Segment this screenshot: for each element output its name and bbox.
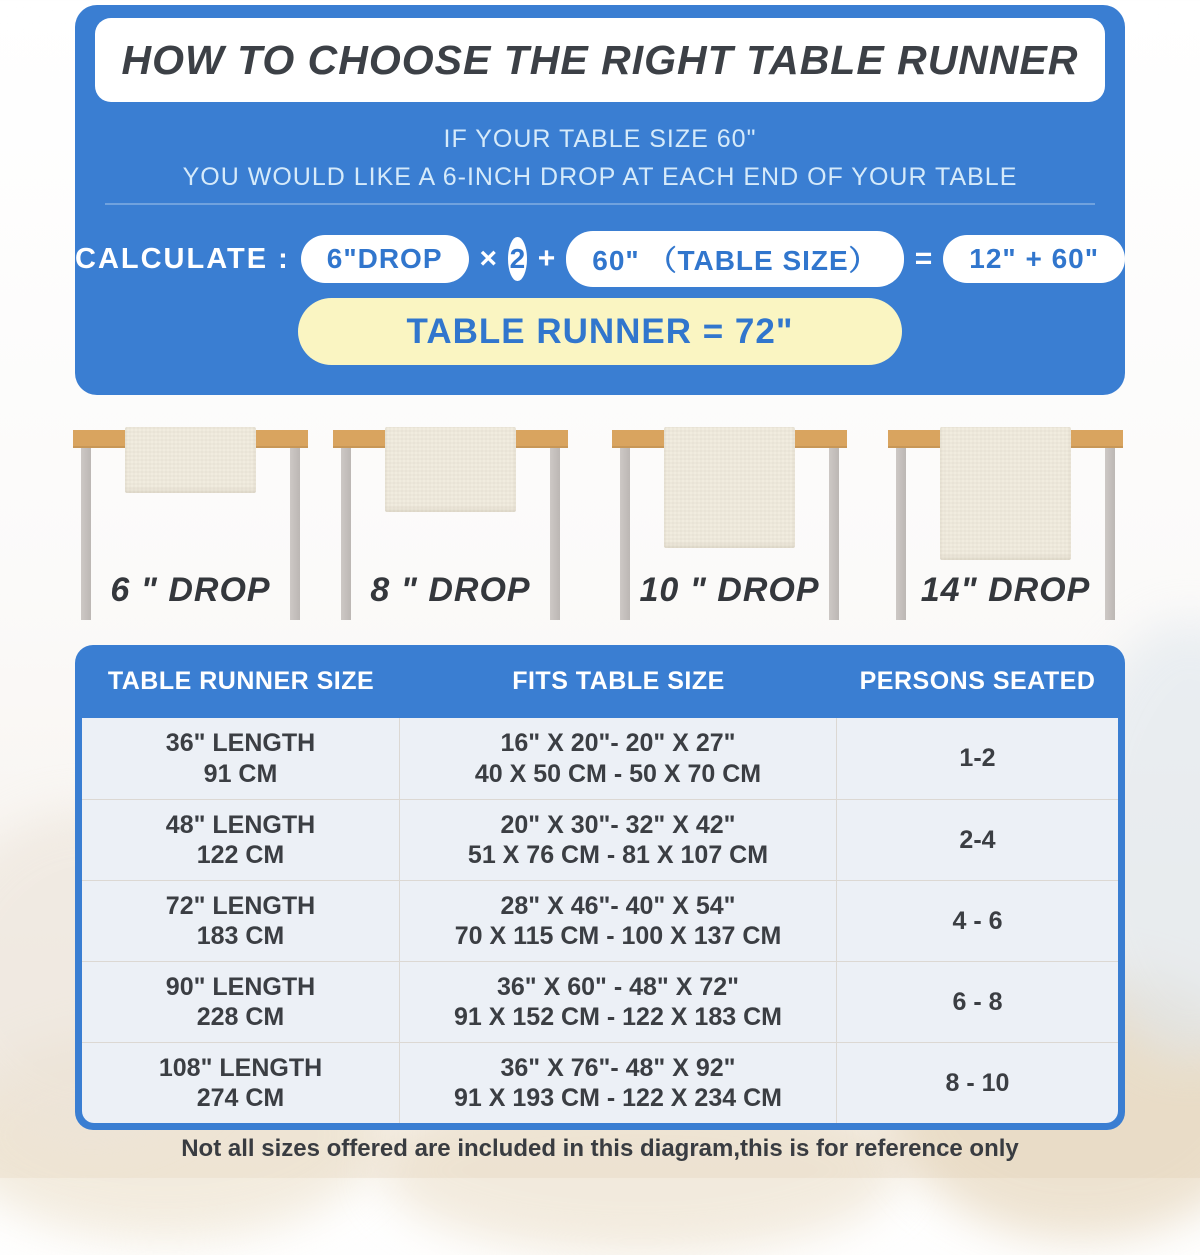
table-illustration [333,425,568,625]
runner-size-inches: 72" LENGTH [165,891,316,920]
runner-size-inches: 48" LENGTH [165,810,316,839]
final-result-text: TABLE RUNNER = 72" [406,311,794,351]
table-size-pill: 60" （TABLE SIZE） [566,231,903,287]
fits-size-inches: 36" X 76"- 48" X 92" [500,1053,736,1082]
runner-size-cell [82,881,400,961]
header-fits-table-size: FITS TABLE SIZE [512,667,725,695]
page-title: HOW TO CHOOSE THE RIGHT TABLE RUNNER [121,36,1079,83]
table-row [82,799,1118,880]
plus-sign: + [537,242,556,275]
subtitle-line-1: IF YOUR TABLE SIZE 60" [443,125,757,153]
runner-size-cell [82,1043,400,1123]
table-runner-drape [125,427,256,493]
drop-label: 10 " DROP [639,571,820,609]
table-row [82,961,1118,1042]
fits-size-cm: 70 X 115 CM - 100 X 137 CM [454,922,782,950]
runner-size-cell [82,718,400,799]
header-persons-seated: PERSONS SEATED [859,667,1096,695]
table-runner-drape [385,427,516,512]
fits-size-cm: 91 X 152 CM - 122 X 183 CM [454,1003,782,1031]
runner-size-cell [82,962,400,1042]
table-illustration [73,425,308,625]
footer-note: Not all sizes offered are included in this diagram,this is for reference only [181,1135,1019,1162]
table-runner-drape [940,427,1071,560]
fits-size-cell [400,1043,837,1123]
runner-size-cm: 274 CM [196,1084,285,1112]
drop-label: 8 " DROP [370,571,531,609]
fits-size-cell [400,881,837,961]
divider-line [105,203,1095,205]
fits-size-cm: 40 X 50 CM - 50 X 70 CM [474,759,762,788]
final-result-pill [298,298,902,365]
size-chart-panel [75,645,1125,1130]
equals-sign: = [914,242,933,275]
table-row [82,718,1118,799]
table-illustration [888,425,1123,625]
fits-size-inches: 20" X 30"- 32" X 42" [500,810,736,839]
persons-seated-cell: 2-4 [959,825,996,854]
runner-size-cm: 183 CM [196,922,285,950]
fits-size-cell [400,718,837,799]
times-two-circle: 2 [508,237,527,281]
multiply-sign: × [479,242,498,275]
top-panel [75,5,1125,395]
runner-size-cm: 122 CM [196,841,285,869]
fits-size-inches: 36" X 60" - 48" X 72" [497,972,739,1001]
table-runner-drape [664,427,795,548]
persons-seated-cell: 1-2 [959,744,996,773]
calculate-label: CALCULATE : [75,242,290,275]
calculation-row [75,233,1125,285]
runner-size-cell [82,800,400,880]
runner-size-cm: 91 CM [203,759,278,788]
persons-seated-cell: 4 - 6 [952,906,1003,935]
fits-size-cm: 91 X 193 CM - 122 X 234 CM [454,1084,782,1112]
runner-size-inches: 108" LENGTH [158,1053,323,1082]
fits-size-inches: 28" X 46"- 40" X 54" [500,891,736,920]
header-runner-size: TABLE RUNNER SIZE [107,667,375,695]
persons-seated-cell: 8 - 10 [945,1068,1010,1097]
table-row [82,1042,1118,1123]
table-row [82,880,1118,961]
drop-illustrations [0,425,1200,625]
persons-seated-cell: 6 - 8 [952,987,1003,1016]
runner-size-inches: 90" LENGTH [165,972,316,1001]
subtitle-line-2: YOU WOULD LIKE A 6-INCH DROP AT EACH END OF YOUR TABLE [182,163,1018,191]
table-illustration [612,425,847,625]
sum-pill: 12" + 60" [943,235,1125,283]
title-banner [95,18,1105,102]
fits-size-inches: 16" X 20"- 20" X 27" [500,729,736,757]
fits-size-cell [400,962,837,1042]
chart-body [82,718,1118,1123]
drop-label: 14" DROP [920,571,1091,609]
fits-size-cm: 51 X 76 CM - 81 X 107 CM [467,841,769,869]
drop-label: 6 " DROP [110,571,271,609]
drop-value-pill: 6"DROP [301,235,469,283]
chart-header-row [82,645,1118,718]
fits-size-cell [400,800,837,880]
runner-size-cm: 228 CM [196,1003,285,1031]
runner-size-inches: 36" LENGTH [165,729,316,757]
